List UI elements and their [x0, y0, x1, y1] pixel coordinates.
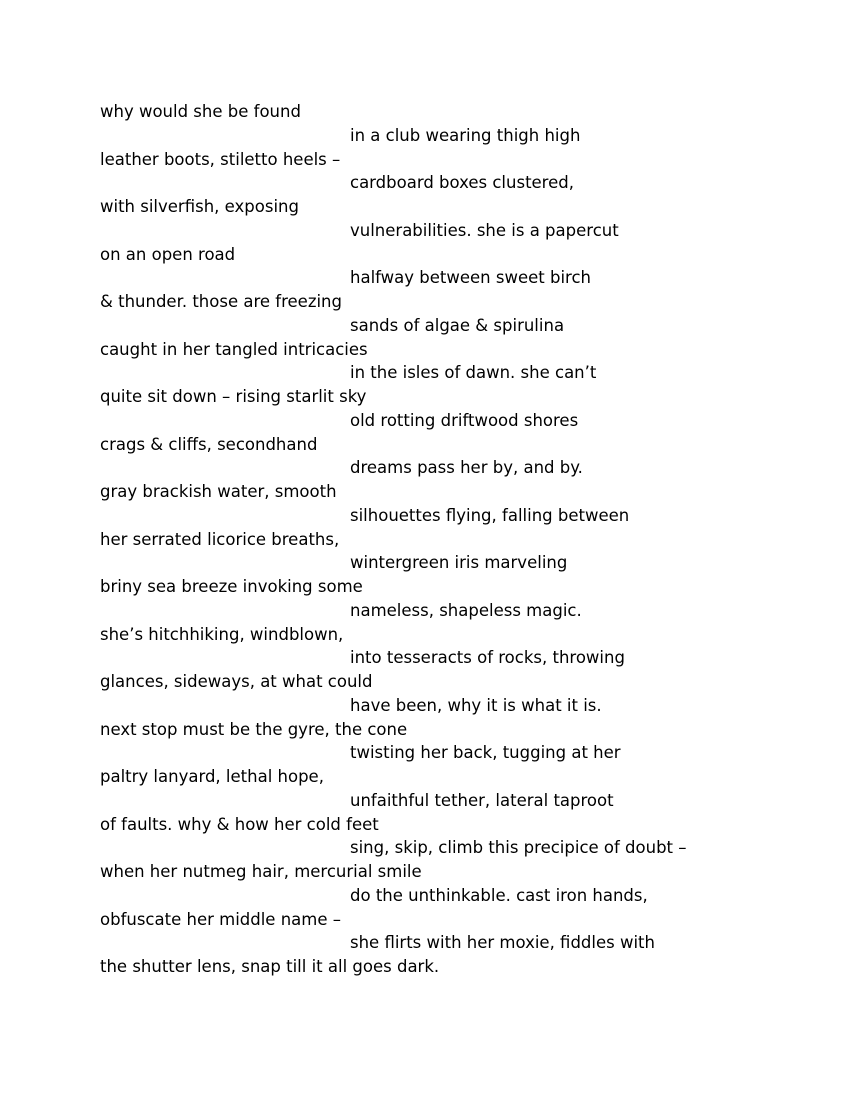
- poem-line-indented: cardboard boxes clustered,: [350, 173, 574, 193]
- poem-line: quite sit down – rising starlit sky: [100, 387, 367, 406]
- poem-line: with silverfish, exposing: [100, 197, 299, 216]
- poem-line: the shutter lens, snap till it all goes dark.: [100, 957, 440, 976]
- poem-line: briny sea breeze invoking some: [100, 577, 363, 596]
- poem-line: her serrated licorice breaths,: [100, 529, 340, 549]
- poem-line-indented: halfway between sweet birch: [350, 268, 591, 288]
- poem-line: next stop must be the gyre, the cone: [100, 719, 408, 739]
- poem-line: obfuscate her middle name –: [100, 909, 341, 929]
- poem-line-indented: in a club wearing thigh high: [350, 125, 581, 145]
- poem-line: why would she be found: [100, 102, 301, 121]
- poem-line-indented: do the unthinkable. cast iron hands,: [350, 885, 648, 905]
- poem-line: paltry lanyard, lethal hope,: [100, 767, 324, 786]
- poem-line-indented: have been, why it is what it is.: [350, 695, 602, 715]
- poem-line: crags & cliffs, secondhand: [100, 434, 318, 454]
- poem-line: she’s hitchhiking, windblown,: [100, 624, 344, 644]
- poem-body: [100, 100, 800, 979]
- poem-line-indented: into tesseracts of rocks, throwing: [350, 648, 625, 668]
- poem-line-indented: vulnerabilities. she is a papercut: [350, 220, 619, 240]
- poem-line-indented: dreams pass her by, and by.: [350, 458, 583, 478]
- poem-line-indented: sing, skip, climb this precipice of doubt –: [350, 838, 687, 858]
- poem-line: leather boots, stiletto heels –: [100, 149, 341, 169]
- poem-line-indented: wintergreen iris marveling: [350, 553, 568, 573]
- poem-line: on an open road: [100, 244, 236, 264]
- poem-line-indented: unfaithful tether, lateral taproot: [350, 790, 614, 810]
- poem-line-indented: twisting her back, tugging at her: [350, 743, 621, 763]
- poem-line-indented: silhouettes flying, falling between: [350, 505, 630, 525]
- poem-line-indented: nameless, shapeless magic.: [350, 600, 582, 620]
- poem-line: caught in her tangled intricacies: [100, 339, 368, 359]
- poem-line: of faults. why & how her cold feet: [100, 814, 379, 834]
- poem-line: glances, sideways, at what could: [100, 672, 373, 691]
- poem-line: when her nutmeg hair, mercurial smile: [100, 862, 422, 881]
- poem-line-indented: she flirts with her moxie, fiddles with: [350, 933, 655, 953]
- poem-line: gray brackish water, smooth: [100, 482, 337, 501]
- poem-line-indented: sands of algae & spirulina: [350, 315, 565, 335]
- poem-line-indented: old rotting driftwood shores: [350, 410, 579, 430]
- poem-line: & thunder. those are freezing: [100, 292, 342, 311]
- poem-line-indented: in the isles of dawn. she can’t: [350, 363, 597, 383]
